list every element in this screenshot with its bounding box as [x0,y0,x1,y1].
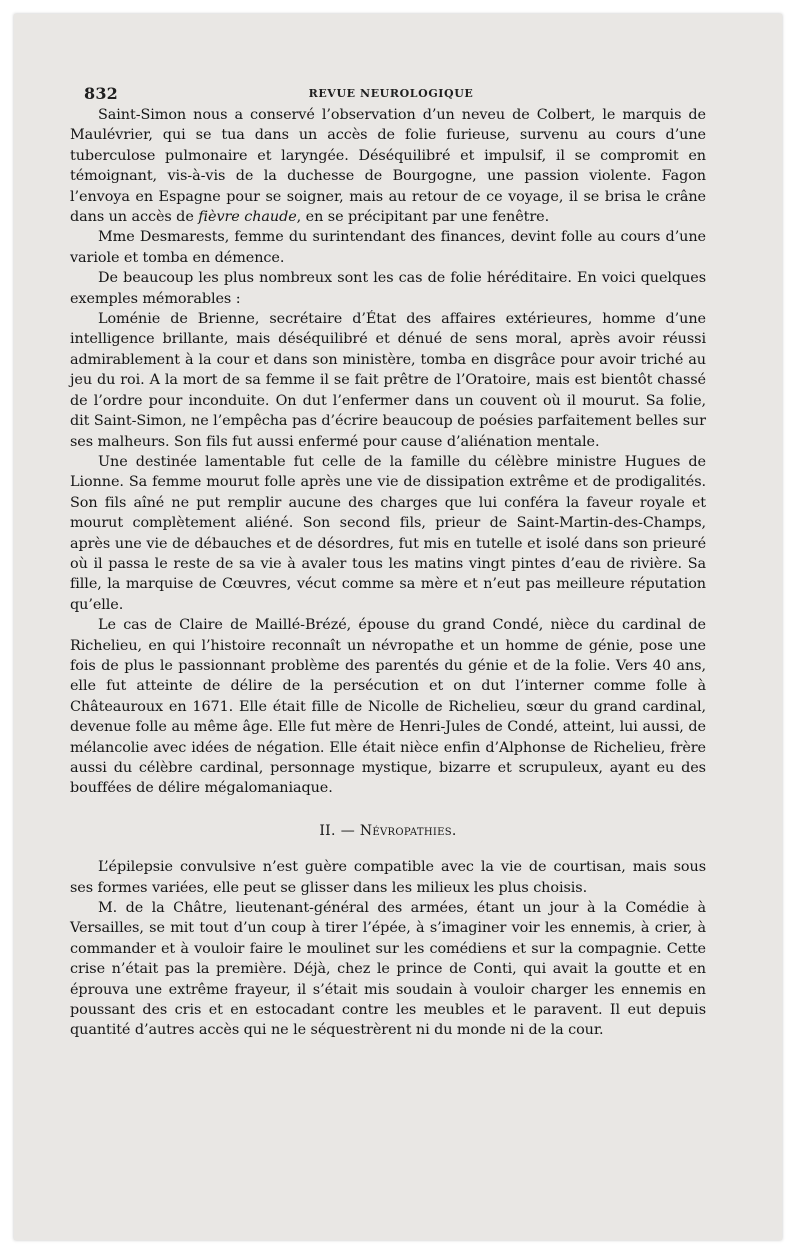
journal-title: REVUE NEUROLOGIQUE [308,87,474,100]
paragraph-epilepsy: L’épilepsie convulsive n’est guère compatible avec la vie de courtisan, mais sous ses formes variées, elle peut se glisser dans les milieux les plus choisis. [70,859,706,896]
paragraph-text: Saint-Simon nous a conservé l’observation d’un neveu de Colbert, le marquis de Maulévrier, qui se tua dans un accès de folie furieuse, survenu au cours d’une tuberculose pulmonaire et laryngée. Déséquilibré et impulsif, il se compromit en témoignant, vis-à-vis de la duchesse de Bourgogne, une passion violente. Fagon l’envoya en Espagne pour se soigner, mais au retour de ce voyage, il se brisa le crâne dans un accès de [70,107,706,226]
paragraph-chatre: M. de la Châtre, lieutenant-général des armées, étant un jour à la Comédie à Versailles, se mit tout d’un coup à tirer l’épée, à s’imaginer voir les ennemis, à crier, à commander et à vouloir faire le moulinet sur les comédiens et sur la compagnie. Cette crise n’était pas la première. Déjà, chez le prince de Conti, qui avait la goutte et en éprouva une extrême frayeur, il s’était mis soudain à vouloir charger les ennemis en poussant des cris et en estocadant contre les meubles et le paravent. Il eut depuis quantité d’autres accès qui ne le séquestrèrent ni du monde ni de la cour. [70,900,706,1039]
section-title: — Névropathies. [340,822,457,839]
paragraph-maille-breze: Le cas de Claire de Maillé-Brézé, épouse du grand Condé, nièce du cardinal de Richelieu, en qui l’histoire reconnaît un névropathe et un homme de génie, pose une fois de plus le passionnant problème des parentés du génie et de la folie. Vers 40 ans, elle fut atteinte de délire de la persécution et on dut l’interner comme folle à Châteauroux en 1671. Elle était fille de Nicolle de Richelieu, sœur du grand cardinal, devenue folle au même âge. Elle fut mère de Henri-Jules de Condé, atteint, lui aussi, de mélancolie avec idées de négation. Elle était nièce enfin d’Alphonse de Richelieu, frère aussi du célèbre cardinal, personnage mystique, bizarre et scrupuleux, ayant eu des bouffées de délire mégalomaniaque. [70,617,706,797]
section-heading [70,821,706,841]
page-number: 832 [84,84,118,103]
paragraph-brienne: Loménie de Brienne, secrétaire d’État des affaires extérieures, homme d’une intelligence brillante, mais déséquilibré et dénué de sens moral, après avoir réussi admirablement à la cour et dans son ministère, tomba en disgrâce pour avoir triché au jeu du roi. A la mort de sa femme il se fait prêtre de l’Oratoire, mais est bientôt chassé de l’ordre pour inconduite. On dut l’enfermer dans un couvent où il mourut. Sa folie, dit Saint-Simon, ne l’empêcha pas d’écrire beaucoup de poésies parfaitement belles sur ses malheurs. Son fils fut aussi enfermé pour cause d’aliénation mentale. [70,311,706,450]
italic-phrase: fièvre chaude [198,209,297,226]
article-body [70,105,706,1041]
section-number: II. [319,822,336,839]
running-head [84,84,698,104]
paragraph-lionne: Une destinée lamentable fut celle de la famille du célèbre ministre Hugues de Lionne. Sa femme mourut folle après une vie de dissipation extrême et de prodigalités. Son fils aîné ne put remplir aucune des charges que lui conféra la faveur royale et mourut complètement aliéné. Son second fils, prieur de Saint-Martin-des-Champs, après une vie de débauches et de désordres, fut mis en tutelle et isolé dans son prieuré où il passa le reste de sa vie à avaler tous les matins vingt pintes d’eau de rivière. Sa fille, la marquise de Cœuvres, vécut comme sa mère et n’eut pas meilleure réputation qu’elle. [70,453,706,613]
paragraph-desmarests: Mme Desmarests, femme du surintendant des finances, devint folle au cours d’une variole et tomba en démence. [70,229,706,266]
paragraph-maulevrier [70,105,706,227]
paragraph-text: , en se précipitant par une fenêtre. [296,209,550,226]
paragraph-hereditary-cases: De beaucoup les plus nombreux sont les cas de folie héréditaire. En voici quelques exemples mémorables : [70,270,706,307]
